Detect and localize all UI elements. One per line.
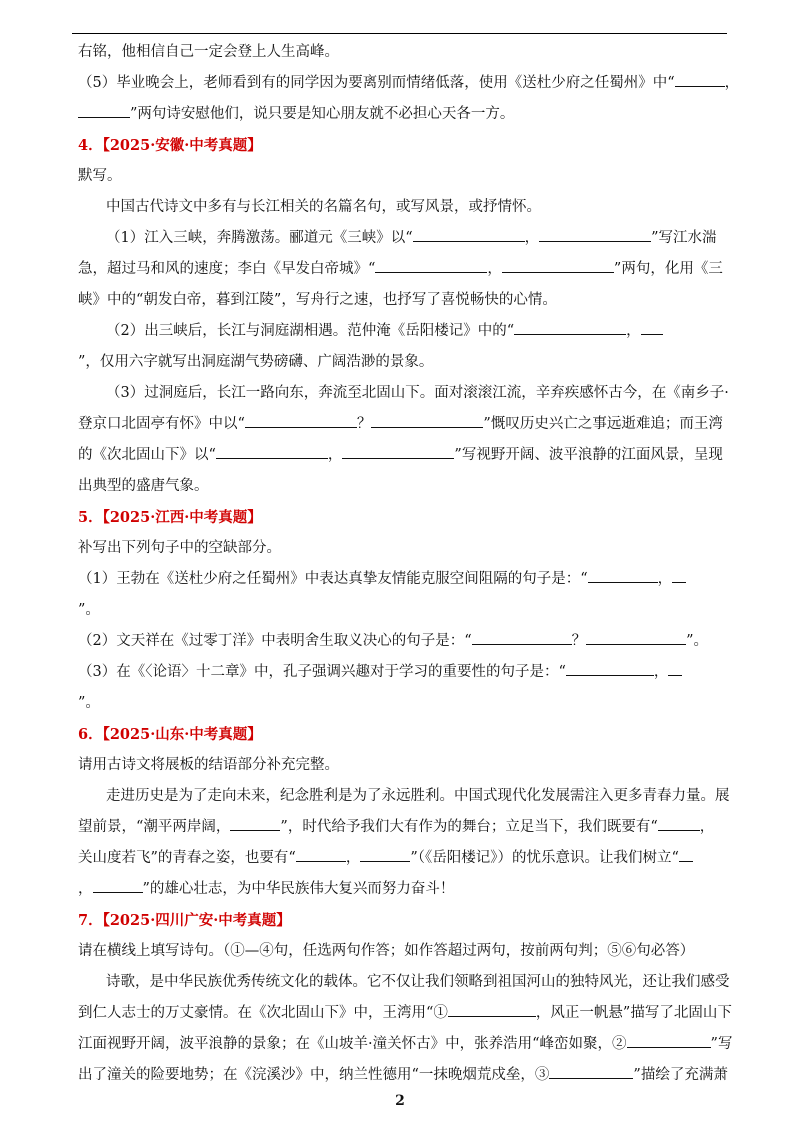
question-item: （3）过洞庭后，长江一路向东，奔流至北固山下。面对滚滚江流，辛弃疾感怀古今，在《南乡子· <box>106 385 729 401</box>
question-instruction: 请在横线上填写诗句。（①—④句，任选两句作答；如作答超过两句，按前两句判；⑤⑥句必答） <box>78 943 695 959</box>
question-intro: 中国古代诗文中多有与长江相关的名篇名句，或写风景，或抒情怀。 <box>106 199 541 215</box>
text-line: ”。 <box>78 695 100 711</box>
question-header: 7．【2025·四川广安·中考真题】 <box>78 912 291 929</box>
text-line: 登京口北固亭有怀》中以“ ？ ”慨叹历史兴亡之事远逝难追；而王湾 <box>78 409 726 440</box>
question-text: 走进历史是为了走向未来，纪念胜利是为了永远胜利。中国式现代化发展需注入更多青春力量。展 <box>106 788 730 804</box>
answer-blank[interactable] <box>566 660 654 676</box>
answer-blank[interactable] <box>413 226 525 242</box>
question-item: （3）在《〈论语〉十二章》中，孔子强调兴趣对于学习的重要性的句子是：“ ， <box>78 657 726 688</box>
answer-blank[interactable] <box>641 319 663 335</box>
answer-blank[interactable] <box>375 257 487 273</box>
answer-blank[interactable] <box>627 1032 711 1048</box>
text-line: 望前景，“潮平两岸阔， ”，时代给予我们大有作为的舞台；立足当下，我们既要有“ ， <box>78 812 726 843</box>
text-line: 右铭，他相信自己一定会登上人生高峰。 <box>78 44 339 60</box>
question-instruction: 补写出下列句子中的空缺部分。 <box>78 540 281 556</box>
answer-blank[interactable] <box>342 443 454 459</box>
answer-blank[interactable] <box>78 102 130 118</box>
answer-blank[interactable] <box>371 412 483 428</box>
question-text: 诗歌，是中华民族优秀传统文化的载体。它不仅让我们领略到祖国河山的独特风光，还让我们感受 <box>106 974 730 990</box>
answer-blank[interactable] <box>672 567 686 583</box>
question-item: （2）出三峡后，长江与洞庭湖相遇。范仲淹《岳阳楼记》中的“ ， <box>78 316 726 347</box>
answer-blank[interactable] <box>93 877 143 893</box>
text-line: ”，仅用六字就写出洞庭湖气势磅礴、广阔浩渺的景象。 <box>78 354 434 370</box>
answer-blank[interactable] <box>245 412 357 428</box>
answer-blank[interactable] <box>360 846 410 862</box>
answer-blank[interactable] <box>668 660 682 676</box>
answer-blank[interactable] <box>658 815 700 831</box>
answer-blank[interactable] <box>502 257 614 273</box>
answer-blank[interactable] <box>216 443 328 459</box>
text-line: 到仁人志士的万丈豪情。在《次北固山下》中，王湾用“① ，风正一帆悬”描写了北固山下 <box>78 998 726 1029</box>
document-body <box>78 37 740 1091</box>
question-item: （2）文天祥在《过零丁洋》中表明舍生取义决心的句子是：“ ？ ”。 <box>78 626 726 657</box>
question-item: （1）王勃在《送杜少府之任蜀州》中表达真挚友情能克服空间阻隔的句子是：“ ， <box>78 564 726 595</box>
text-line: 江面视野开阔，波平浪静的景象；在《山坡羊·潼关怀古》中，张养浩用“峰峦如聚，② ”写 <box>78 1029 726 1060</box>
text-line: 急，超过马和风的速度；李白《早发白帝城》“ ， ”两句，化用《三 <box>78 254 726 285</box>
text-line: ， ”的雄心壮志，为中华民族伟大复兴而努力奋斗！ <box>78 874 726 905</box>
answer-blank[interactable] <box>539 226 651 242</box>
question-instruction: 请用古诗文将展板的结语部分补充完整。 <box>78 757 339 773</box>
question-item: （1）江入三峡，奔腾激荡。郦道元《三峡》以“ ， ”写江水湍 <box>78 223 726 254</box>
text-line: 出了潼关的险要地势；在《浣溪沙》中，纳兰性德用“一抹晚烟荒戍垒，③ ”描绘了充满萧 <box>78 1060 726 1091</box>
header-rule <box>72 33 727 34</box>
question-header: 6．【2025·山东·中考真题】 <box>78 726 262 743</box>
page-number: 2 <box>395 1093 405 1109</box>
question-instruction: 默写。 <box>78 168 122 184</box>
answer-blank[interactable] <box>549 1063 633 1079</box>
question-header: 5．【2025·江西·中考真题】 <box>78 509 262 526</box>
answer-blank[interactable] <box>675 71 725 87</box>
answer-blank[interactable] <box>472 629 572 645</box>
answer-blank[interactable] <box>448 1001 536 1017</box>
answer-blank[interactable] <box>679 846 693 862</box>
text-line: 的《次北固山下》以“ ， ”写视野开阔、波平浪静的江面风景，呈现 <box>78 440 726 471</box>
question-item: （5）毕业晚会上，老师看到有的同学因为要离别而情绪低落，使用《送杜少府之任蜀州》中“ ， <box>78 68 726 99</box>
text-line: 峡》中的“朝发白帝，暮到江陵”，写舟行之速，也抒写了喜悦畅快的心情。 <box>78 292 557 308</box>
answer-blank[interactable] <box>514 319 626 335</box>
answer-blank[interactable] <box>588 567 658 583</box>
text-line: ”。 <box>78 602 100 618</box>
answer-blank[interactable] <box>230 815 280 831</box>
answer-blank[interactable] <box>586 629 686 645</box>
text-line: 出典型的盛唐气象。 <box>78 478 209 494</box>
answer-blank[interactable] <box>296 846 346 862</box>
text-line: 关山度若飞”的青春之姿，也要有“ ， ”（《岳阳楼记》）的忧乐意识。让我们树立“ <box>78 843 726 874</box>
text-line: ”两句诗安慰他们，说只要是知心朋友就不必担心天各一方。 <box>78 99 726 130</box>
question-header: 4．【2025·安徽·中考真题】 <box>78 137 262 154</box>
